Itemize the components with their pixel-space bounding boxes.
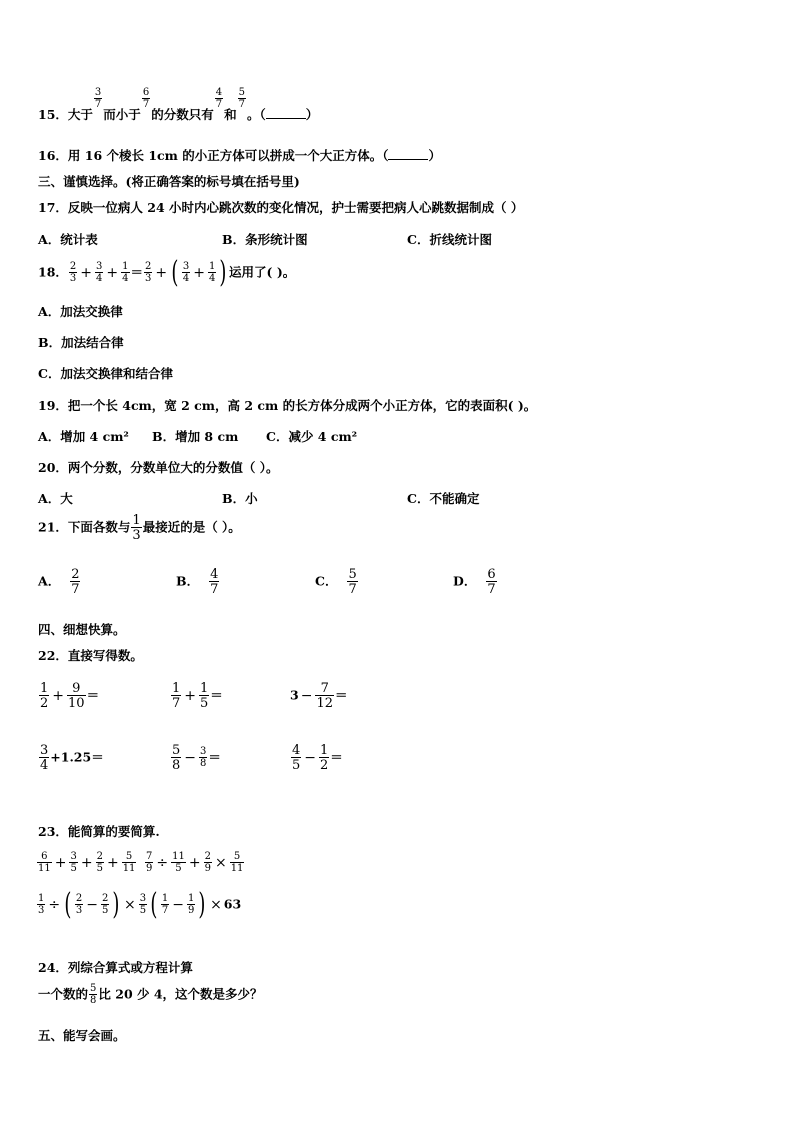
fraction: $\frac{1}{4}$ xyxy=(122,261,129,284)
calc-item: $\frac{1}{7}$ + $\frac{1}{5}$ ＝ xyxy=(172,681,223,711)
fraction: $\frac{4}{7}$ xyxy=(215,87,223,110)
expression-2: $\frac{7}{9}$ ÷ $\frac{11}{5}$ + $\frac{2}{9}$ × $\frac{5}{11}$ xyxy=(146,851,244,874)
fraction: $\frac{5}{7}$ xyxy=(348,567,357,597)
text: 大于 xyxy=(67,107,93,122)
text: 和 xyxy=(224,107,237,122)
option-b[interactable]: B．条形统计图 xyxy=(222,232,308,247)
option-c[interactable]: C．不能确定 xyxy=(407,491,480,506)
option-a[interactable]: A． $\frac{2}{7}$ xyxy=(38,567,80,597)
option-a[interactable]: A．加法交换律 xyxy=(38,304,123,319)
fraction: $\frac{2}{3}$ xyxy=(145,261,152,284)
question-text: 16．用 16 个棱长 1cm 的小正方体可以拼成一个大正方体。（ xyxy=(38,148,389,163)
option-b[interactable]: B． $\frac{4}{7}$ xyxy=(176,567,219,597)
calc-item: 3 − $\frac{7}{12}$ ＝ xyxy=(290,681,348,711)
question-22-title: 22．直接写得数。 xyxy=(38,648,143,663)
expression-3: $\frac{1}{3}$ ÷ ( $\frac{2}{3}$ − $\frac{2}{5}$ ) × $\frac{3}{5}$ ( $\frac{1}{7}$ − $\frac{1}{9}$ ) × 63 xyxy=(38,887,242,922)
fraction: $\frac{3}{7}$ xyxy=(94,87,102,110)
text: 而小于 xyxy=(103,107,141,122)
answer-blank[interactable] xyxy=(388,147,428,160)
question-24-title: 24．列综合算式或方程计算 xyxy=(38,960,193,975)
fraction: $\frac{3}{4}$ xyxy=(96,261,103,284)
option-b[interactable]: B．加法结合律 xyxy=(38,335,124,350)
fraction: $\frac{5}{8}$ xyxy=(90,983,97,1006)
section-4-heading: 四、细想快算。 xyxy=(38,622,126,637)
option-a[interactable]: A．大 xyxy=(38,491,73,506)
question-number: 15． xyxy=(38,107,68,122)
answer-blank[interactable] xyxy=(266,106,306,119)
text: 比 20 少 4，这个数是多少？ xyxy=(98,986,263,1002)
question-number: 18． xyxy=(38,264,68,280)
fraction: $\frac{3}{4}$ xyxy=(182,261,190,284)
fraction: $\frac{1}{3}$ xyxy=(132,513,141,543)
text: 21．下面各数与 xyxy=(38,519,131,535)
calc-item: $\frac{5}{8}$ − $\frac{3}{8}$ ＝ xyxy=(172,743,221,773)
fraction: $\frac{5}{7}$ xyxy=(238,87,245,110)
option-c[interactable]: C．加法交换律和结合律 xyxy=(38,366,173,381)
expression-1: $\frac{6}{11}$ + $\frac{3}{5}$ + $\frac{2}{5}$ + $\frac{5}{11}$ xyxy=(38,851,136,874)
question-20: 20．两个分数，分数单位大的分数值（ ）。 xyxy=(38,460,279,475)
question-17: 17．反映一位病人 24 小时内心跳次数的变化情况，护士需要把病人心跳数据制成（ ） xyxy=(38,200,524,215)
equals: ＝ xyxy=(130,264,144,280)
option-b[interactable]: B．小 xyxy=(222,491,258,506)
question-23-title: 23．能简算的要简算. xyxy=(38,824,160,839)
calc-item: $\frac{4}{5}$ − $\frac{1}{2}$ ＝ xyxy=(292,743,343,773)
text: 。（ xyxy=(246,107,266,122)
question-16 xyxy=(38,146,441,164)
fraction: $\frac{4}{7}$ xyxy=(210,567,219,597)
text: ） xyxy=(428,148,441,163)
text: 的分数只有 xyxy=(151,107,214,122)
fraction: $\frac{1}{4}$ xyxy=(208,261,216,284)
option-b[interactable]: B．增加 8 cm xyxy=(152,429,239,444)
question-24-body xyxy=(38,984,263,1006)
question-15 xyxy=(38,88,318,123)
question-18: 18． $\frac{2}{3}$ + $\frac{3}{4}$ + $\frac{1}{4}$ ＝ $\frac{2}{3}$ + ( $\frac{3}{4}$ + $\frac{1}{4}$ ) 运用了( )。 xyxy=(38,255,296,290)
fraction: $\frac{6}{7}$ xyxy=(142,87,150,110)
text: ） xyxy=(305,107,319,122)
option-a[interactable]: A．增加 4 cm² xyxy=(38,429,129,444)
text: 最接近的是（ ）。 xyxy=(142,519,241,535)
option-a[interactable]: A．统计表 xyxy=(38,232,98,247)
text: 运用了( )。 xyxy=(229,264,296,280)
fraction: $\frac{6}{7}$ xyxy=(487,567,496,597)
fraction: $\frac{2}{3}$ xyxy=(69,261,77,284)
calc-item: $\frac{3}{4}$ +1.25＝ xyxy=(40,743,104,773)
text: 一个数的 xyxy=(38,986,89,1002)
section-5-heading: 五、能写会画。 xyxy=(38,1028,126,1043)
option-c[interactable]: C． $\frac{5}{7}$ xyxy=(315,567,357,597)
question-21 xyxy=(38,514,241,542)
section-3-heading: 三、谨慎选择。(将正确答案的标号填在括号里) xyxy=(38,174,300,189)
calc-item: $\frac{1}{2}$ + $\frac{9}{10}$ ＝ xyxy=(40,681,100,711)
option-c[interactable]: C．减少 4 cm² xyxy=(266,429,358,444)
option-c[interactable]: C．折线统计图 xyxy=(407,232,492,247)
question-19: 19．把一个长 4cm，宽 2 cm，高 2 cm 的长方体分成两个小正方体，它的表面积( )。 xyxy=(38,398,537,413)
option-d[interactable]: D． $\frac{6}{7}$ xyxy=(453,567,496,597)
fraction: $\frac{2}{7}$ xyxy=(71,567,80,597)
